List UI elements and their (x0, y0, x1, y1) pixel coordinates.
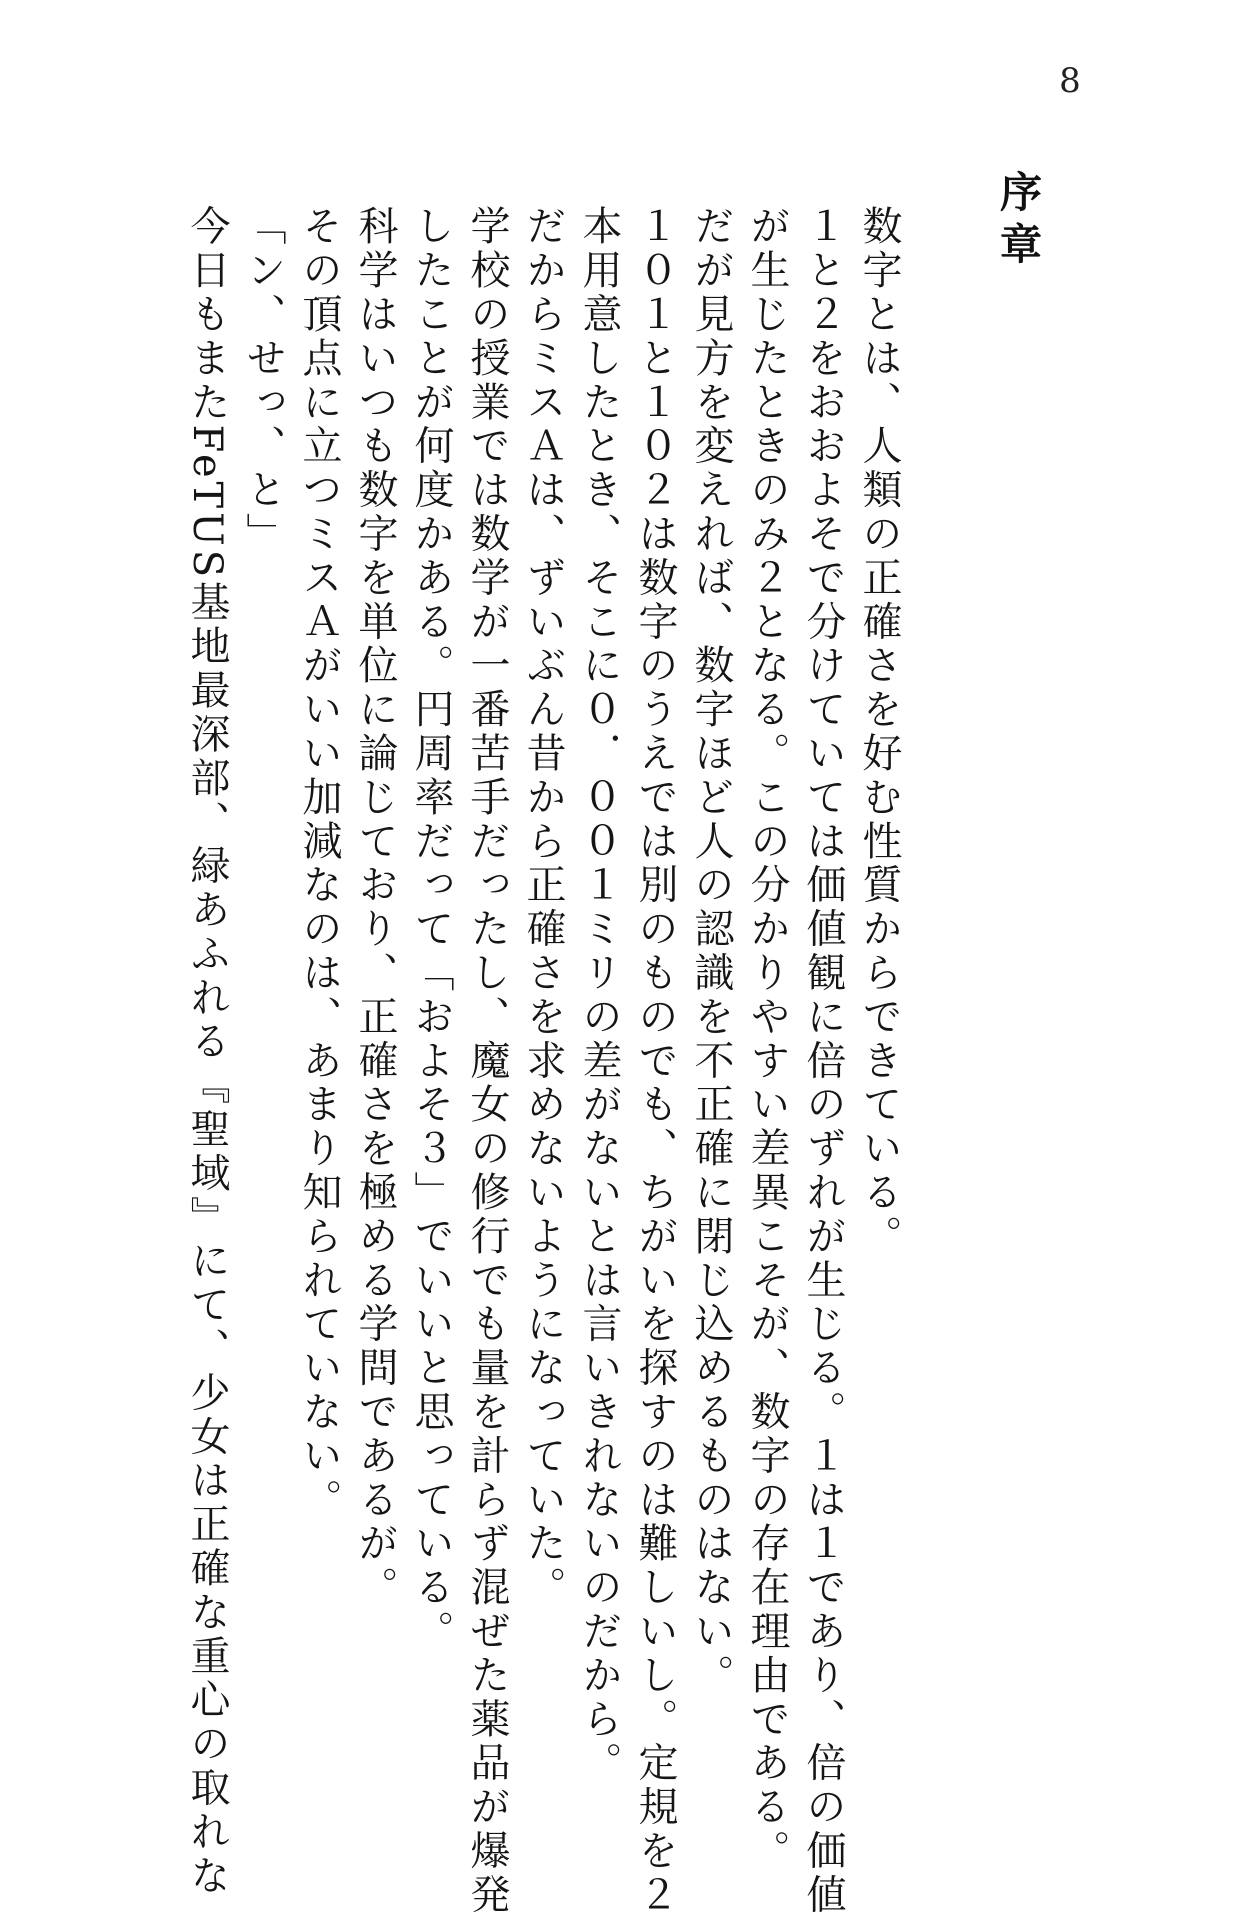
text-line: 今日もまたFeTUS基地最深部、緑あふれる『聖域』にて、少女は正確な重心の取れな (184, 205, 230, 1899)
text-line: １０１と１０２は数字のうえでは別のものでも、ちがいを探すのは難しいし。定規を２ (632, 205, 678, 1917)
page-number: 8 (1059, 61, 1081, 101)
text-line: その頂点に立つミスＡがいい加減なのは、あまり知られていない。 (296, 205, 342, 1522)
text-line: 本用意したとき、そこに０．００１ミリの差がないとは言いきれないのだから。 (576, 205, 622, 1786)
text-line: だからミスＡは、ずいぶん昔から正確さを求めないようになっていた。 (520, 205, 566, 1610)
chapter-title: 序章 (994, 170, 1043, 274)
text-line: 数字とは、人類の正確さを好む性質からできている。 (856, 205, 902, 1259)
text-line: 「ン、せっ、と」 (240, 205, 286, 557)
text-line: が生じたときのみ２となる。この分かりやすい差異こそが、数字の存在理由である。 (744, 205, 790, 1874)
text-line: したことが何度かある。円周率だって「およそ３」でいいと思っている。 (408, 205, 454, 1654)
text-line: １と２をおおよそで分けていては価値観に倍のずれが生じる。１は１であり、倍の価値 (800, 205, 846, 1917)
body-text (179, 205, 907, 1917)
text-line: 学校の授業では数学が一番苦手だったし、魔女の修行でも量を計らず混ぜた薬品が爆発 (464, 205, 510, 1917)
text-line: 科学はいつも数字を単位に論じており、正確さを極める学問であるが。 (352, 205, 398, 1610)
text-line: だが見方を変えれば、数字ほど人の認識を不正確に閉じ込めるものはない。 (688, 205, 734, 1698)
